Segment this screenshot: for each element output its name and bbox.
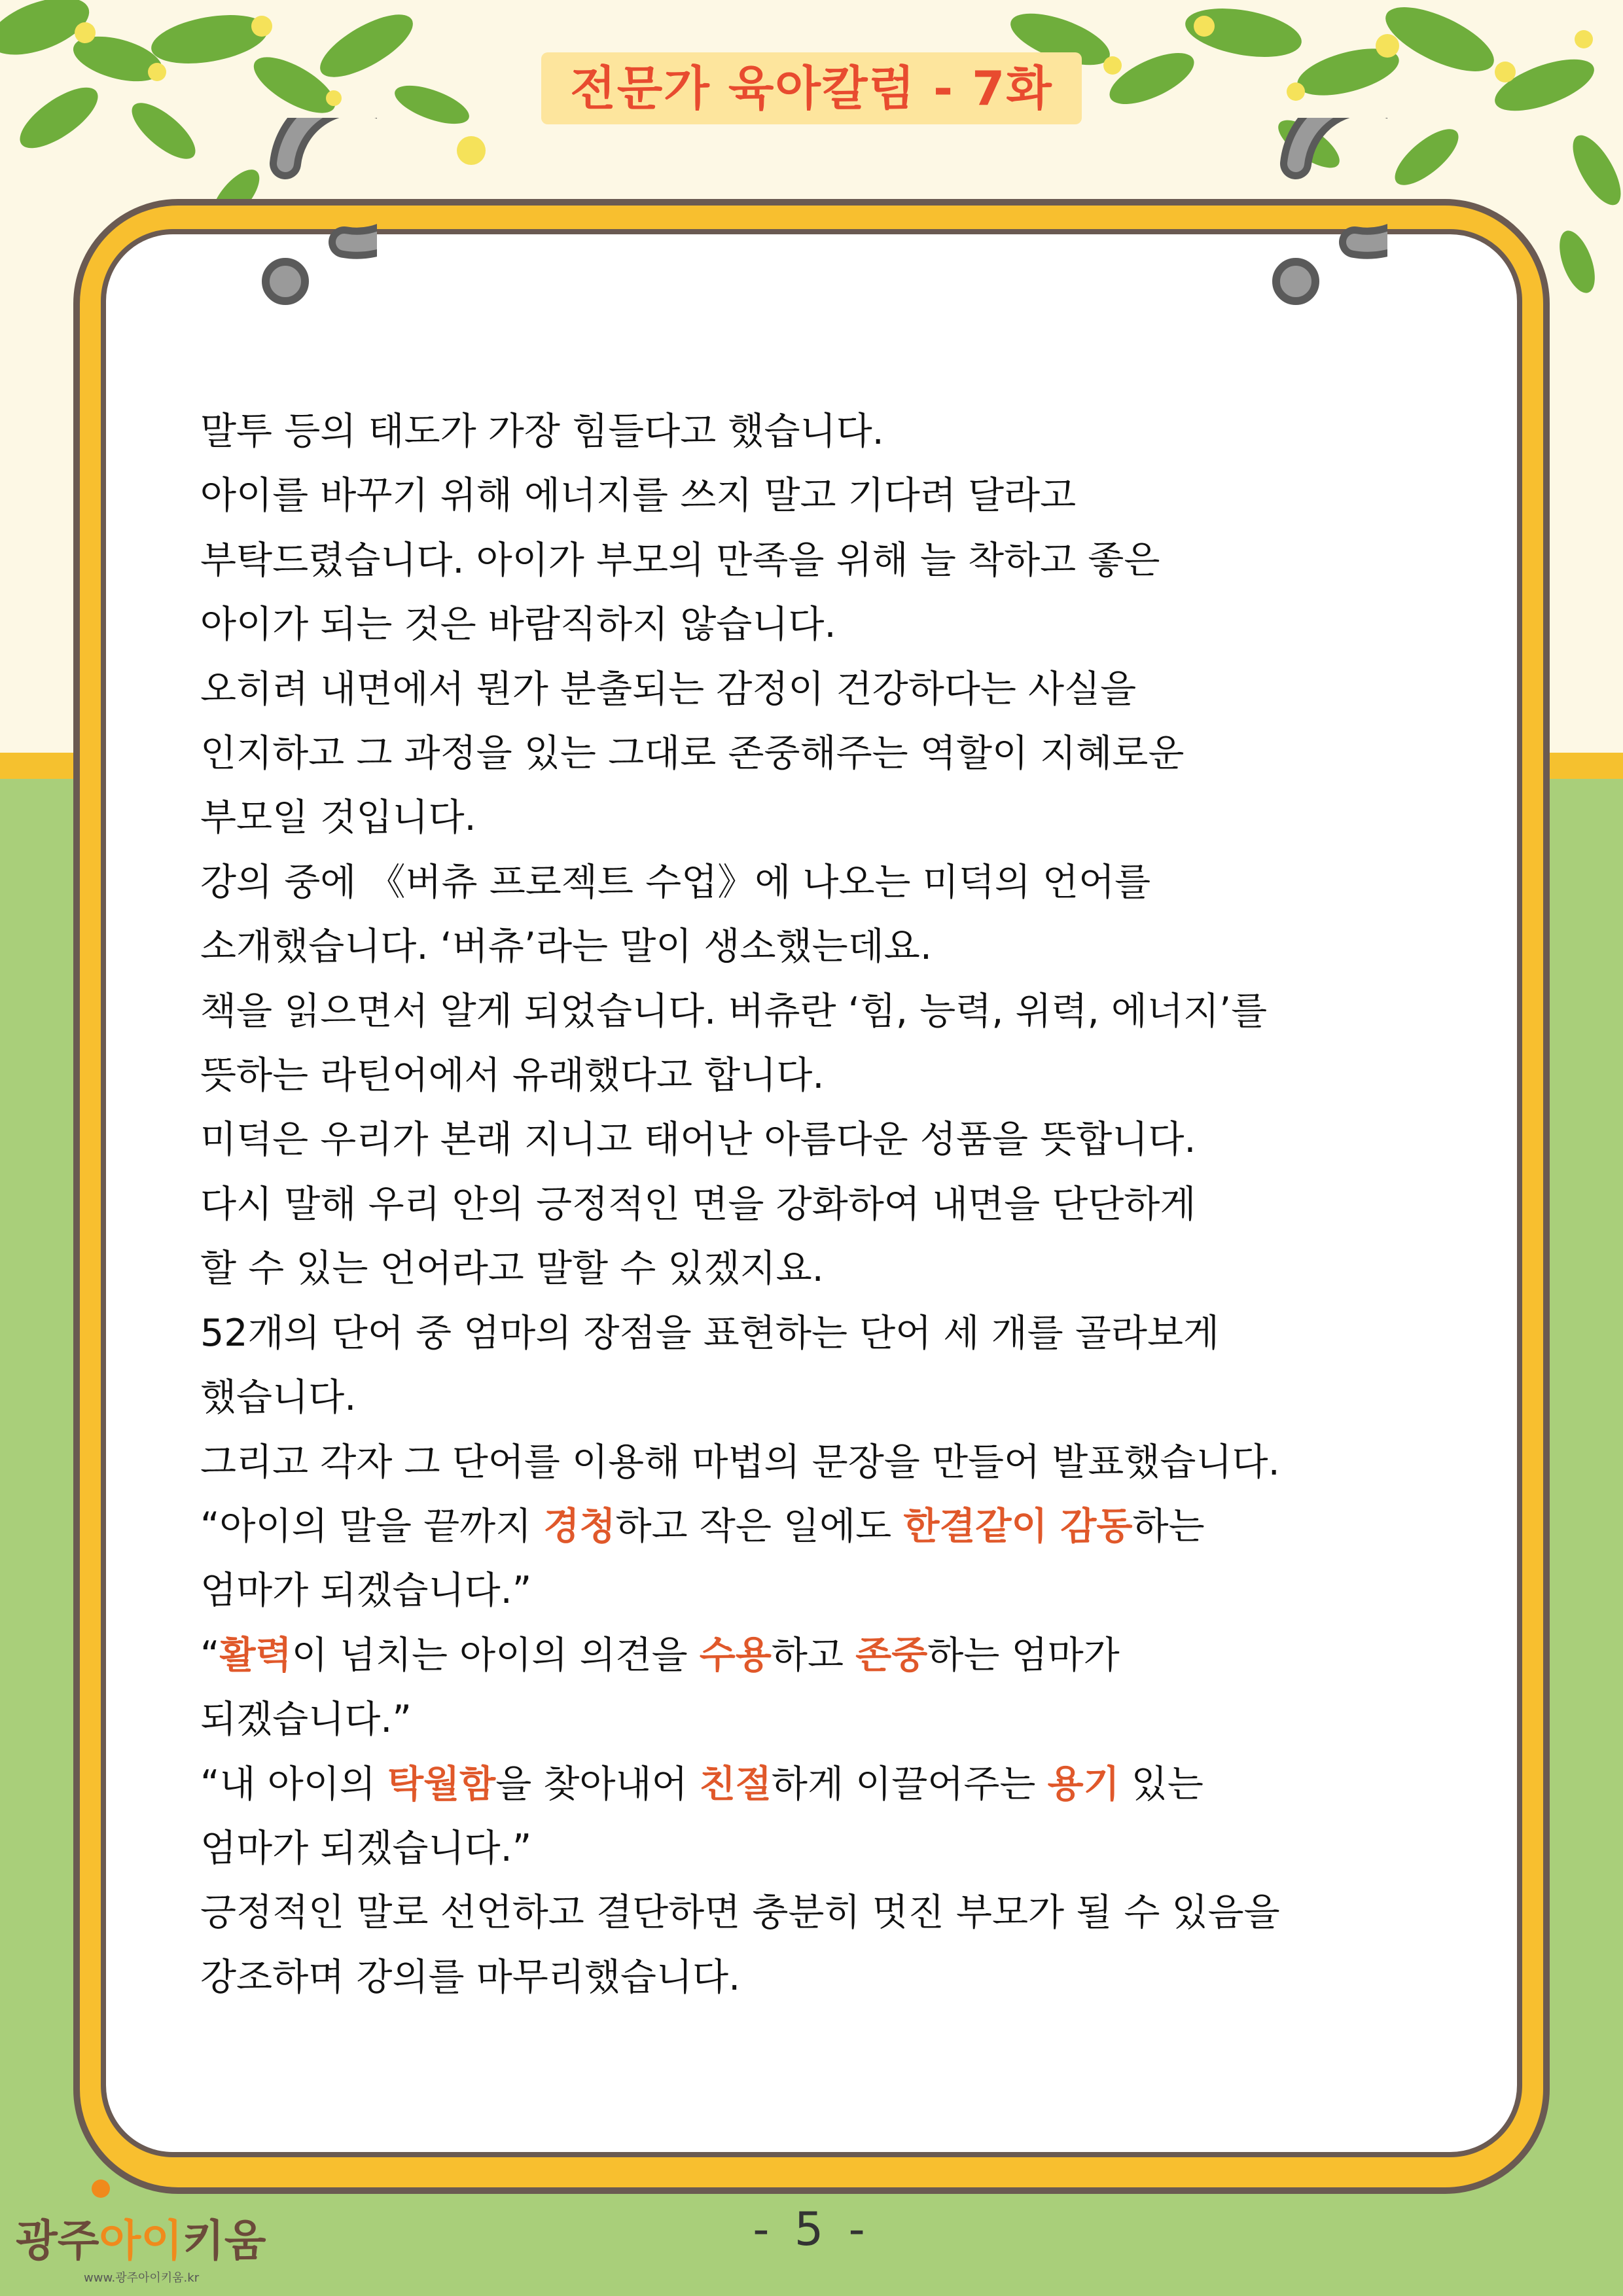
text-segment: 뜻하는 라틴어에서 유래했다고 합니다. — [200, 1054, 825, 1098]
article-line — [200, 721, 1483, 785]
logo-text-kium: 키움 — [183, 2215, 266, 2266]
text-segment: 하는 엄마가 — [927, 1633, 1120, 1677]
logo-text-ai: 아이 — [99, 2215, 183, 2266]
highlighted-word: 활력 — [219, 1633, 292, 1677]
article-line — [200, 1365, 1483, 1429]
highlighted-word: 친절 — [699, 1762, 772, 1806]
text-segment: 아이를 바꾸기 위해 에너지를 쓰지 말고 기다려 달라고 — [200, 474, 1077, 518]
article-line — [200, 1107, 1483, 1172]
article-line — [200, 1172, 1483, 1236]
article-line — [200, 785, 1483, 850]
article-line — [200, 1301, 1483, 1365]
article-line — [200, 399, 1483, 463]
article-line — [200, 657, 1483, 721]
article-line — [200, 463, 1483, 528]
text-segment: 아이가 되는 것은 바람직하지 않습니다. — [200, 603, 836, 647]
text-segment: 엄마가 되겠습니다.” — [200, 1569, 532, 1613]
text-segment: 하게 이끌어주는 — [771, 1762, 1048, 1806]
article-line — [200, 979, 1483, 1043]
article-line — [200, 850, 1483, 914]
article-line — [200, 1623, 1483, 1687]
text-segment: 소개했습니다. ‘버츄’라는 말이 생소했는데요. — [200, 925, 932, 969]
text-segment: 부탁드렸습니다. 아이가 부모의 만족을 위해 늘 착하고 좋은 — [200, 538, 1160, 582]
article-line — [200, 1816, 1483, 1880]
binder-ring-right — [1204, 118, 1387, 327]
text-segment: “아이의 말을 끝까지 — [200, 1504, 544, 1548]
logo-text-gwangju: 광주 — [16, 2215, 99, 2266]
text-segment: 할 수 있는 언어라고 말할 수 있겠지요. — [200, 1247, 824, 1291]
text-segment: “ — [200, 1633, 220, 1677]
gwangju-ikium-logo — [16, 2179, 291, 2291]
text-segment: 긍정적인 말로 선언하고 결단하면 충분히 멋진 부모가 될 수 있음을 — [200, 1891, 1280, 1935]
text-segment: 다시 말해 우리 안의 긍정적인 면을 강화하여 내면을 단단하게 — [200, 1182, 1196, 1226]
logo-dot-icon — [92, 2179, 110, 2198]
article-line — [200, 1558, 1483, 1623]
logo-wordmark — [16, 2206, 266, 2268]
text-segment: 되겠습니다.” — [200, 1698, 412, 1742]
highlighted-word: 수용 — [699, 1633, 772, 1677]
logo-url: www.광주아이키움.kr — [84, 2271, 200, 2285]
article-line — [200, 1752, 1483, 1816]
header — [0, 52, 1623, 124]
highlighted-word: 용기 — [1047, 1762, 1120, 1806]
text-segment: 하고 작은 일에도 — [615, 1504, 904, 1548]
text-segment: 이 넘치는 아이의 의견을 — [291, 1633, 700, 1677]
text-segment: “내 아이의 — [200, 1762, 388, 1806]
article-line — [200, 1043, 1483, 1107]
article-line — [200, 1945, 1483, 2009]
article-line — [200, 592, 1483, 656]
column-title: 전문가 육아칼럼 - 7화 — [541, 52, 1082, 124]
text-segment: 부모일 것입니다. — [200, 796, 476, 840]
text-segment: 을 찾아내어 — [495, 1762, 700, 1806]
page-number: - 5 - — [753, 2202, 870, 2256]
article-line — [200, 1494, 1483, 1558]
text-segment: 인지하고 그 과정을 있는 그대로 존중해주는 역할이 지혜로운 — [200, 732, 1185, 776]
article-line — [200, 1880, 1483, 1945]
text-segment: 그리고 각자 그 단어를 이용해 마법의 문장을 만들어 발표했습니다. — [200, 1440, 1280, 1484]
article-line — [200, 914, 1483, 978]
text-segment: 강의 중에 《버츄 프로젝트 수업》에 나오는 미덕의 언어를 — [200, 860, 1151, 904]
text-segment: 오히려 내면에서 뭔가 분출되는 감정이 건강하다는 사실을 — [200, 667, 1137, 711]
highlighted-word: 탁월함 — [387, 1762, 496, 1806]
text-segment: 책을 읽으면서 알게 되었습니다. 버츄란 ‘힘, 능력, 위력, 에너지’를 — [200, 989, 1268, 1033]
highlighted-word: 존중 — [855, 1633, 928, 1677]
text-segment: 52개의 단어 중 엄마의 장점을 표현하는 단어 세 개를 골라보게 — [200, 1311, 1220, 1355]
text-segment: 하고 — [771, 1633, 856, 1677]
text-segment: 강조하며 강의를 마무리했습니다. — [200, 1955, 741, 1999]
article-body — [200, 399, 1483, 2009]
highlighted-word: 한결같이 감동 — [903, 1504, 1133, 1548]
text-segment: 엄마가 되겠습니다.” — [200, 1826, 532, 1870]
text-segment: 말투 등의 태도가 가장 힘들다고 했습니다. — [200, 410, 884, 453]
article-line — [200, 1430, 1483, 1494]
binder-ring-left — [194, 118, 377, 327]
article-line — [200, 528, 1483, 592]
highlighted-word: 경청 — [543, 1504, 616, 1548]
article-line — [200, 1687, 1483, 1751]
text-segment: 미덕은 우리가 본래 지니고 태어난 아름다운 성품을 뜻합니다. — [200, 1118, 1196, 1162]
text-segment: 했습니다. — [200, 1376, 357, 1420]
text-segment: 있는 — [1119, 1762, 1204, 1806]
article-line — [200, 1236, 1483, 1300]
text-segment: 하는 — [1132, 1504, 1205, 1548]
